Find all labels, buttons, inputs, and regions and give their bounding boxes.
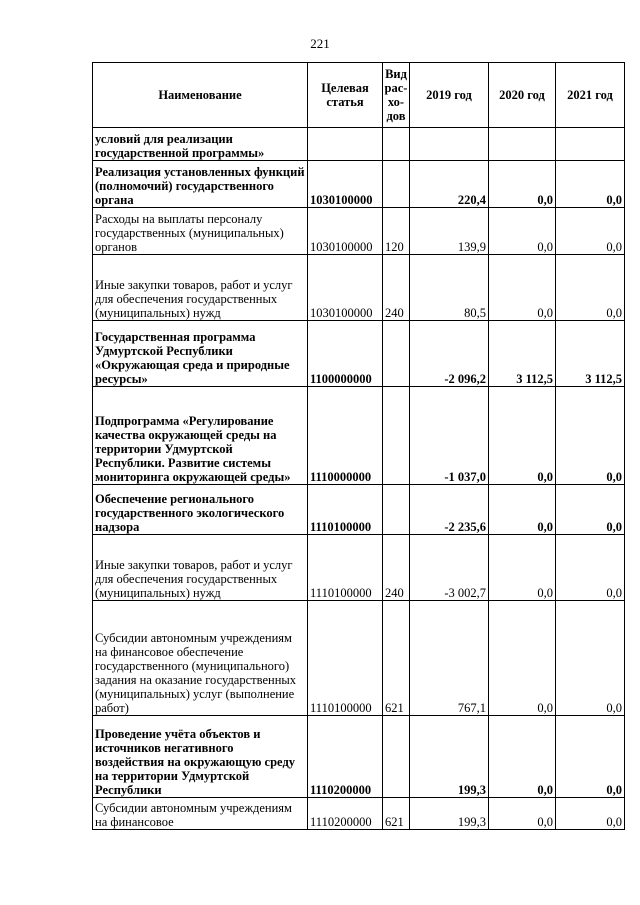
table-row	[93, 601, 625, 716]
header-name: Наименование	[93, 63, 308, 128]
row-code: 1110100000	[308, 535, 383, 601]
page-number: 221	[310, 36, 330, 51]
table-row	[93, 321, 625, 387]
row-2019	[410, 128, 489, 161]
row-2021: 3 112,5	[556, 321, 625, 387]
header-2020: 2020 год	[489, 63, 556, 128]
row-name: Проведение учёта объектов и источников негативного воздействия на окружающую среду на территории Удмуртской Республики	[93, 716, 308, 798]
row-2019: -2 096,2	[410, 321, 489, 387]
header-target: Целевая статья	[308, 63, 383, 128]
row-code: 1030100000	[308, 255, 383, 321]
table-header-row	[93, 63, 625, 128]
row-name: условий для реализации государственной программы»	[93, 128, 308, 161]
row-2021: 0,0	[556, 601, 625, 716]
header-2021: 2021 год	[556, 63, 625, 128]
header-type-line: Вид	[385, 67, 407, 81]
row-2021: 0,0	[556, 716, 625, 798]
table-row	[93, 485, 625, 535]
row-name: Иные закупки товаров, работ и услуг для обеспечения государственных (муниципальных) нужд	[93, 255, 308, 321]
row-name: Государственная программа Удмуртской Республики «Окружающая среда и природные ресурсы»	[93, 321, 308, 387]
table-row	[93, 716, 625, 798]
row-2020	[489, 128, 556, 161]
row-type: 240	[383, 535, 410, 601]
row-2021: 0,0	[556, 161, 625, 208]
row-2020: 3 112,5	[489, 321, 556, 387]
table-row	[93, 798, 625, 830]
header-type-line: хо-	[387, 95, 405, 109]
row-2021: 0,0	[556, 798, 625, 830]
row-code: 1110200000	[308, 798, 383, 830]
table-row	[93, 535, 625, 601]
table-row	[93, 255, 625, 321]
table-row	[93, 161, 625, 208]
budget-table	[92, 62, 625, 830]
row-type	[383, 128, 410, 161]
row-2021: 0,0	[556, 255, 625, 321]
row-2020: 0,0	[489, 255, 556, 321]
row-type: 120	[383, 208, 410, 255]
row-2021: 0,0	[556, 485, 625, 535]
row-2019: 767,1	[410, 601, 489, 716]
row-2021: 0,0	[556, 208, 625, 255]
row-2020: 0,0	[489, 161, 556, 208]
row-2019: 199,3	[410, 798, 489, 830]
row-2020: 0,0	[489, 485, 556, 535]
row-type: 621	[383, 601, 410, 716]
header-2019: 2019 год	[410, 63, 489, 128]
row-2019: -3 002,7	[410, 535, 489, 601]
row-code	[308, 128, 383, 161]
row-code: 1110200000	[308, 716, 383, 798]
row-2020: 0,0	[489, 535, 556, 601]
table-row	[93, 208, 625, 255]
row-2020: 0,0	[489, 601, 556, 716]
row-name: Иные закупки товаров, работ и услуг для обеспечения государственных (муниципальных) нужд	[93, 535, 308, 601]
row-2021: 0,0	[556, 535, 625, 601]
row-2019: 139,9	[410, 208, 489, 255]
row-2019: 199,3	[410, 716, 489, 798]
row-2020: 0,0	[489, 716, 556, 798]
row-name: Реализация установленных функций (полномочий) государственного органа	[93, 161, 308, 208]
row-code: 1110100000	[308, 601, 383, 716]
row-2019: -1 037,0	[410, 387, 489, 485]
row-code: 1110100000	[308, 485, 383, 535]
row-2019: 80,5	[410, 255, 489, 321]
row-code: 1100000000	[308, 321, 383, 387]
row-2019: 220,4	[410, 161, 489, 208]
row-2020: 0,0	[489, 798, 556, 830]
table-row	[93, 128, 625, 161]
row-code: 1030100000	[308, 208, 383, 255]
row-code: 1030100000	[308, 161, 383, 208]
row-2021	[556, 128, 625, 161]
header-type-line: рас-	[384, 81, 408, 95]
row-code: 1110000000	[308, 387, 383, 485]
row-type	[383, 387, 410, 485]
row-type: 621	[383, 798, 410, 830]
row-type: 240	[383, 255, 410, 321]
header-type	[383, 63, 410, 128]
row-name: Субсидии автономным учреждениям на финансовое	[93, 798, 308, 830]
row-name: Подпрограмма «Регулирование качества окружающей среды на территории Удмуртской Республики. Развитие системы мониторинга окружающей среды»	[93, 387, 308, 485]
row-2020: 0,0	[489, 208, 556, 255]
row-2020: 0,0	[489, 387, 556, 485]
table-row	[93, 387, 625, 485]
row-2021: 0,0	[556, 387, 625, 485]
row-2019: -2 235,6	[410, 485, 489, 535]
row-name: Субсидии автономным учреждениям на финансовое обеспечение государственного (муниципального) задания на оказание государственных (муниципальных) услуг (выполнение работ)	[93, 601, 308, 716]
row-type	[383, 321, 410, 387]
row-type	[383, 716, 410, 798]
header-type-line: дов	[386, 109, 406, 123]
row-type	[383, 161, 410, 208]
row-name: Обеспечение регионального государственного экологического надзора	[93, 485, 308, 535]
row-type	[383, 485, 410, 535]
row-name: Расходы на выплаты персоналу государственных (муниципальных) органов	[93, 208, 308, 255]
